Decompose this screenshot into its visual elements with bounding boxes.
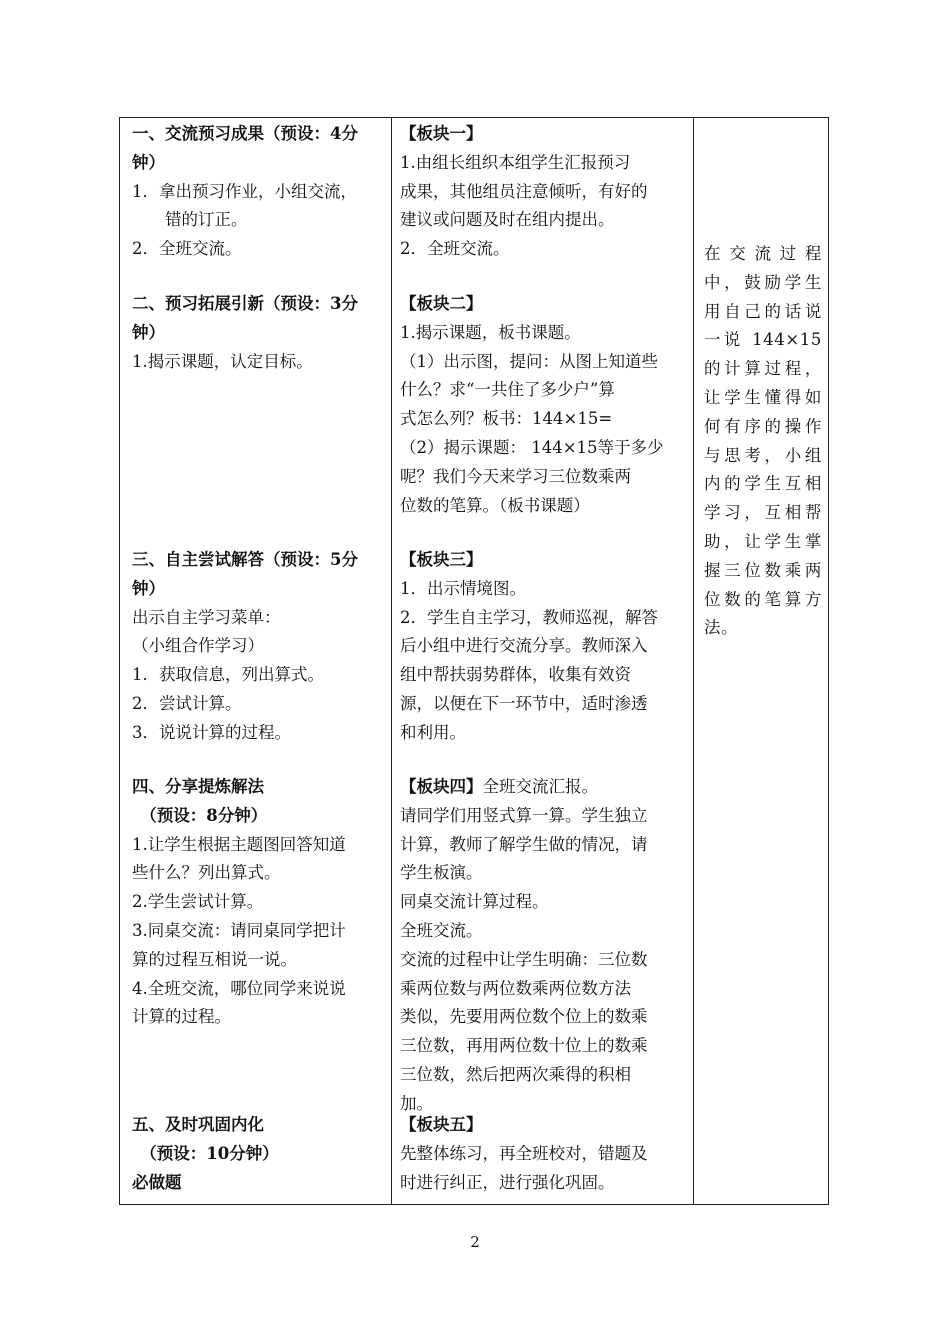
column-blocks [392,118,694,1204]
section-3 [120,546,391,748]
lesson-plan-table [119,117,829,1205]
section-3-item: 出示自主学习菜单： [132,607,281,627]
section-2-title: 钟） [132,322,165,342]
block-1-title: 【板块一】 [400,124,483,143]
block-4-heading [400,773,687,802]
section-5-title: 五、及时巩固内化 [132,1115,264,1134]
block-5-line: 先整体练习，再全班校对，错题及 [400,1143,648,1163]
block-4-line: 交流的过程中让学生明确：三位数 [400,949,648,969]
block-3-title: 【板块三】 [400,550,483,569]
section-2-item: 1.揭示课题，认定目标。 [132,351,313,371]
section-5-title: （预设：10分钟） [132,1143,279,1163]
block-5 [392,1111,693,1197]
block-2-line: 1.揭示课题，板书课题。 [400,322,581,342]
section-3-title: 三、自主尝试解答（预设：5分 [132,550,358,569]
section-4-item: 计算的过程。 [132,1007,231,1027]
section-4-item: 1.让学生根据主题图回答知道 [132,834,346,854]
section-2 [120,290,391,376]
block-4-line: 三位数，再用两位数十位上的数乘 [400,1036,648,1056]
section-1-item: 1．拿出预习作业，小组交流， [132,181,357,201]
block-3-line: 源，以便在下一环节中，适时渗透 [400,693,648,713]
block-1-line: 建议或问题及时在组内提出。 [400,210,615,230]
block-2-line: （1）出示图，提问：从图上知道些 [400,351,658,371]
block-1-line: 2．全班交流。 [400,239,510,259]
section-1-title: 钟） [132,152,165,172]
block-3-line: 2．学生自主学习，教师巡视，解答 [400,607,658,627]
block-4-line: 加。 [400,1093,433,1113]
section-3-item: （小组合作学习） [132,636,264,656]
section-5 [120,1111,391,1197]
section-5-title: 必做题 [132,1172,182,1192]
block-4-line: 全班交流。 [400,920,483,940]
section-1 [120,120,391,264]
section-4-title: （预设：8分钟） [132,805,268,825]
section-3-title: 钟） [132,578,165,598]
block-4-title: 【板块四】 [400,777,483,796]
section-4 [120,773,391,1032]
block-1-line: 1.由组长组织本组学生汇报预习 [400,152,631,172]
block-4-line: 类似，先要用两位数个位上的数乘 [400,1007,648,1027]
block-3 [392,546,693,748]
block-5-title: 【板块五】 [400,1115,483,1134]
block-4-line: 计算，教师了解学生做的情况，请 [400,834,648,854]
section-4-item: 2.学生尝试计算。 [132,892,264,912]
section-4-item: 算的过程互相说一说。 [132,949,297,969]
block-4-line: 学生板演。 [400,863,483,883]
section-1-title: 一、交流预习成果（预设：4分 [132,124,358,143]
block-3-line: 组中帮扶弱势群体，收集有效资 [400,665,631,685]
column-notes [694,118,828,1204]
block-2-line: 式怎么列？板书：144×15= [400,409,613,429]
block-2-line: 位数的笔算。（板书课题） [400,495,590,515]
block-2-line: （2）揭示课题： 144×15等于多少 [400,437,664,457]
section-4-item: 4.全班交流，哪位同学来说说 [132,978,346,998]
block-4-line: 同桌交流计算过程。 [400,892,549,912]
section-4-item: 3.同桌交流：请同桌同学把计 [132,920,346,940]
block-3-line: 1．出示情境图。 [400,578,526,598]
block-2-title: 【板块二】 [400,294,483,313]
design-note: 在交流过程中，鼓励学生用自己的话说一说 144×15的计算过程，让学生懂得如何有序的操作与思考，小组内的学生互相学习，互相帮助，让学生掌握三位数乘两位数的笔算方法。 [704,244,822,638]
section-1-item: 错的订正。 [132,210,248,230]
section-1-item: 2．全班交流。 [132,239,242,259]
section-3-item: 1．获取信息，列出算式。 [132,665,324,685]
section-3-item: 3．说说计算的过程。 [132,722,291,742]
section-3-item: 2．尝试计算。 [132,693,242,713]
section-2-title: 二、预习拓展引新（预设：3分 [132,294,358,313]
block-4-line: 乘两位数与两位数乘两位数方法 [400,978,631,998]
block-1-line: 成果，其他组员注意倾听，有好的 [400,181,648,201]
block-2-line: 什么？求“一共住了多少户”算 [400,380,615,400]
block-4-line: 请同学们用竖式算一算。学生独立 [400,805,648,825]
block-5-line: 时进行纠正，进行强化巩固。 [400,1172,615,1192]
block-2-line: 呢？我们今天来学习三位数乘两 [400,466,631,486]
block-3-line: 和利用。 [400,722,466,742]
page-number: 2 [470,1233,480,1251]
section-4-item: 些什么？列出算式。 [132,863,281,883]
block-3-line: 后小组中进行交流分享。教师深入 [400,636,648,656]
block-1 [392,120,693,264]
block-2 [392,290,693,520]
section-4-title: 四、分享提炼解法 [132,777,264,796]
column-process [120,118,392,1204]
block-4-title-rest: 全班交流汇报。 [482,777,598,796]
block-4 [392,773,693,1119]
block-4-line: 三位数，然后把两次乘得的积相 [400,1064,631,1084]
